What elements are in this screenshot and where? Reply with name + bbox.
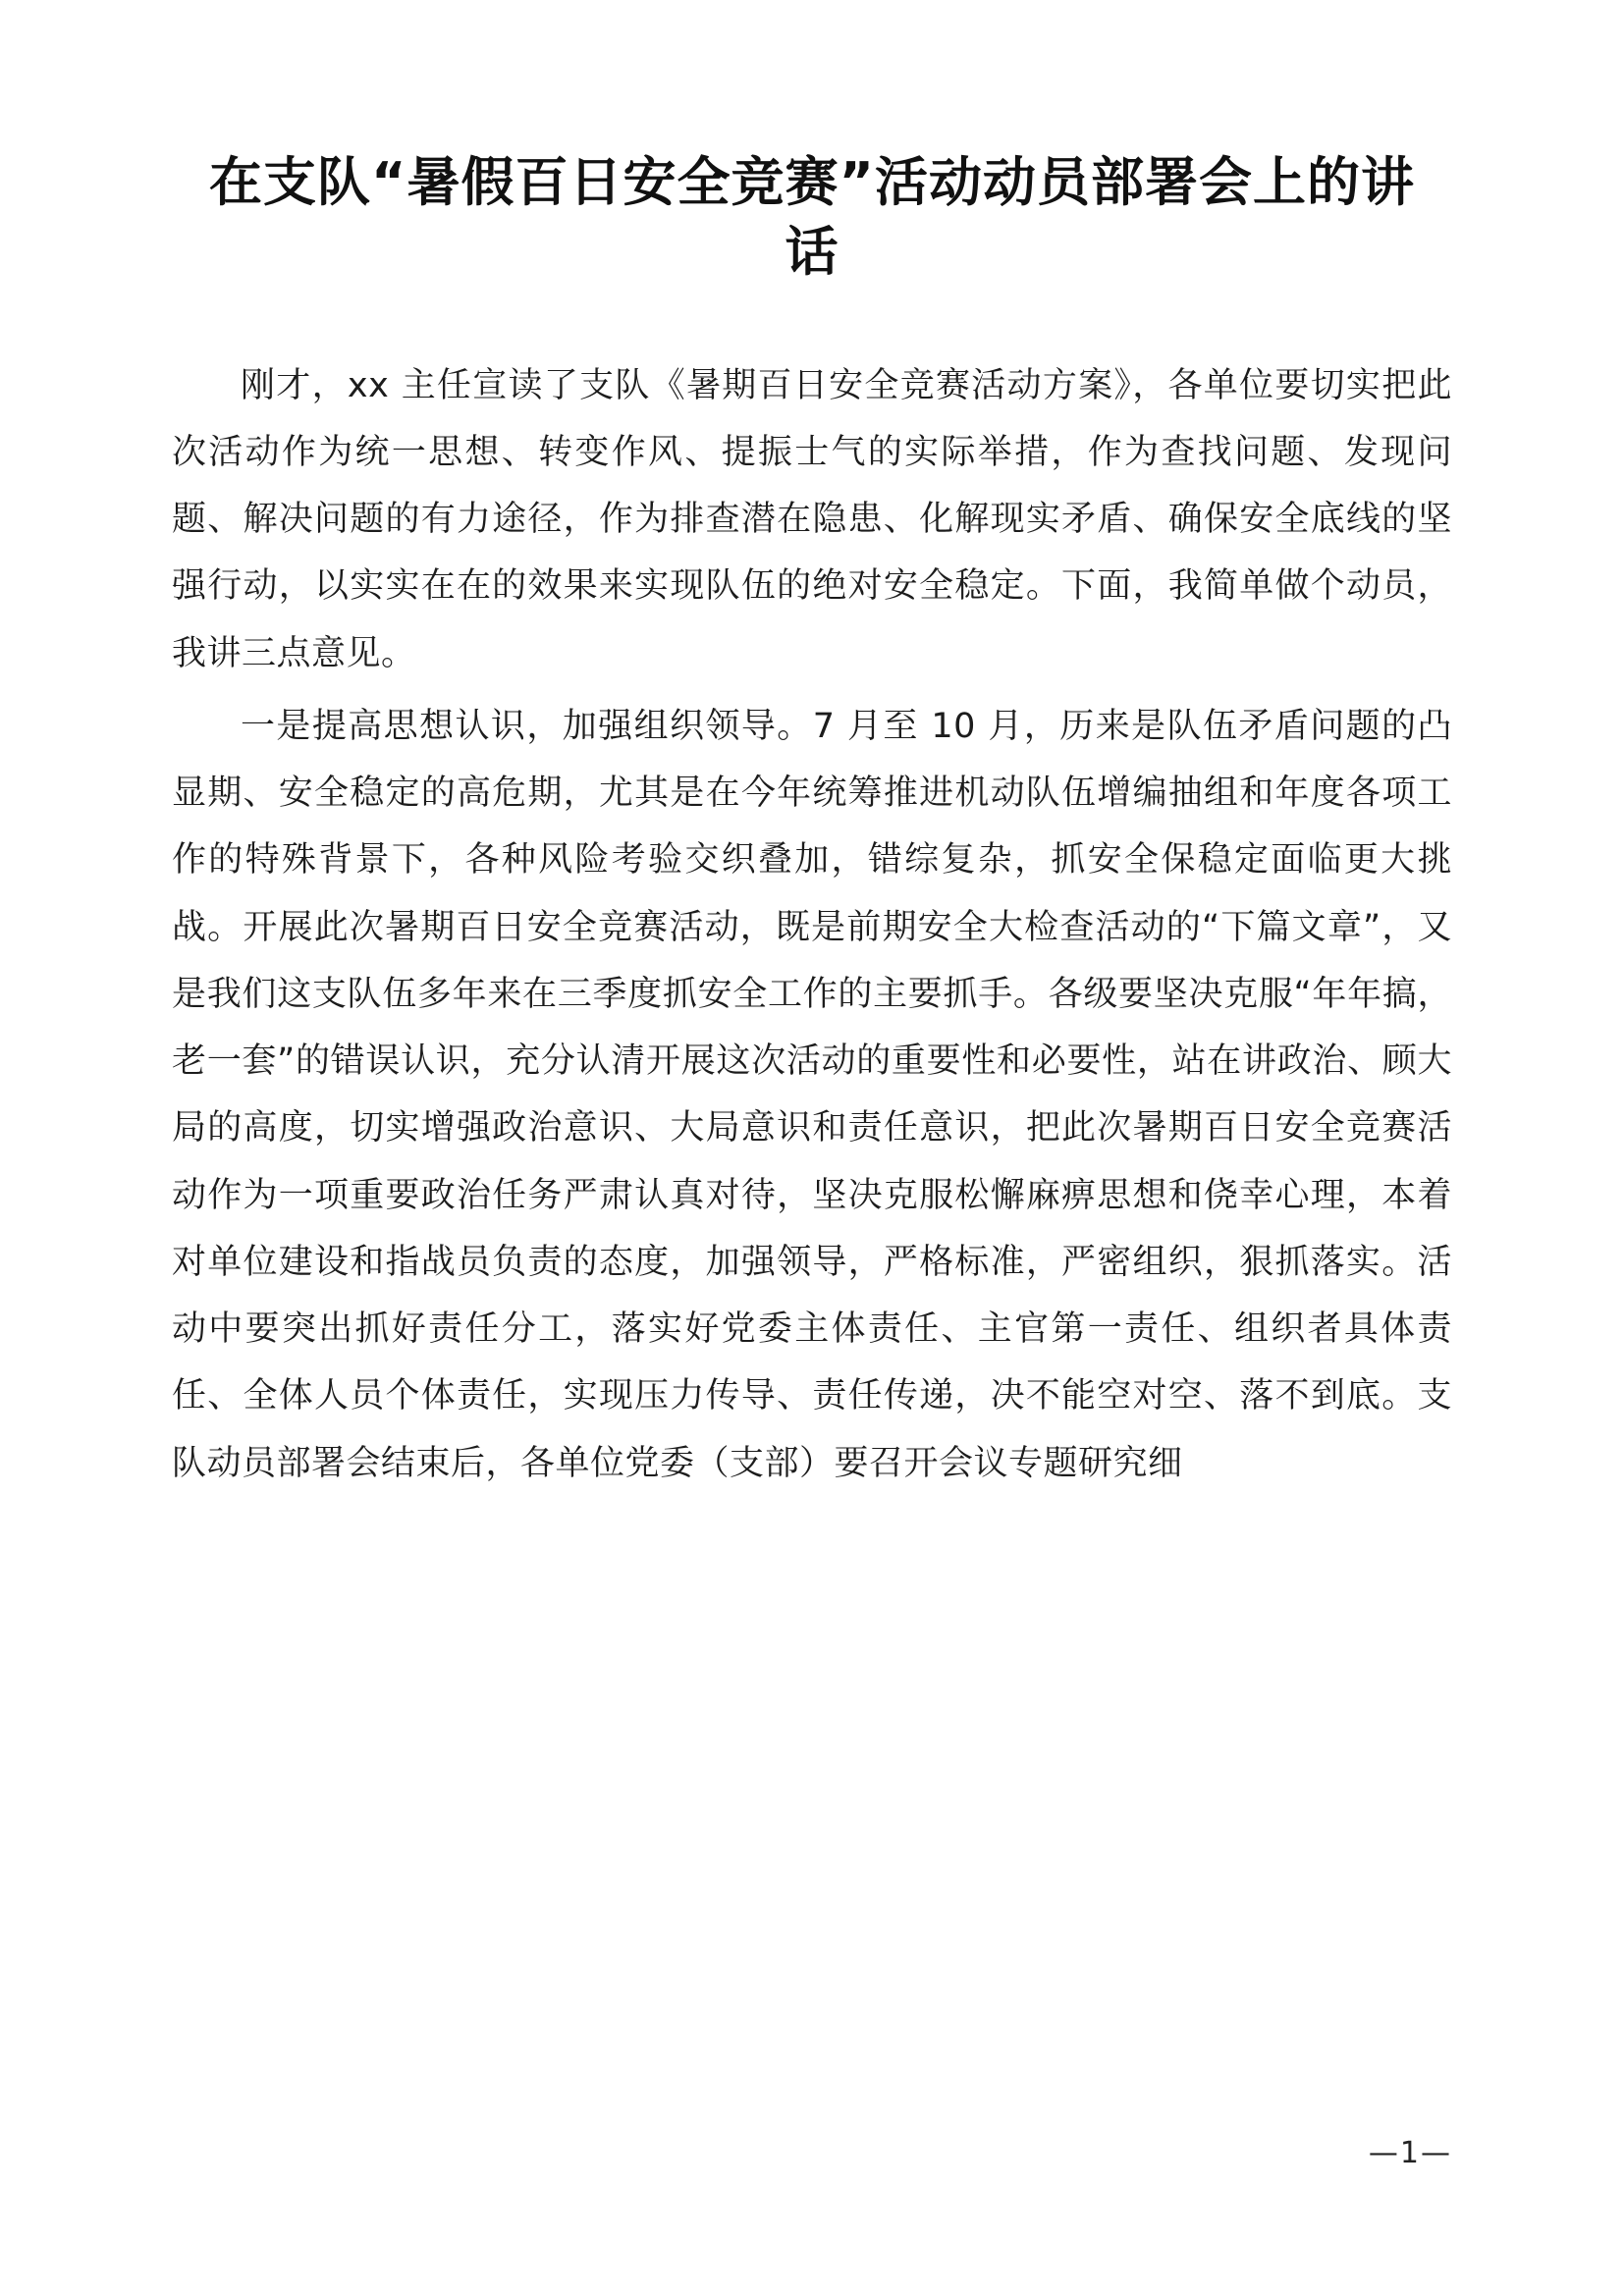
page-number: —1— [1368,2136,1452,2170]
paragraph-1: 刚才，xx 主任宣读了支队《暑期百日安全竞赛活动方案》，各单位要切实把此次活动作为统一思想、转变作风、提振士气的实际举措，作为查找问题、发现问题、解决问题的有力途径，作为排查潜在隐患、化解现实矛盾、确保安全底线的坚强行动，以实实在在的效果来实现队伍的绝对安全稳定。下面，我简单做个动员，我讲三点意见。 [172,365,1452,673]
paragraph-2: 一是提高思想认识，加强组织领导。7 月至 10 月，历来是队伍矛盾问题的凸显期、安全稳定的高危期，尤其是在今年统筹推进机动队伍增编抽组和年度各项工作的特殊背景下，各种风险考验交织叠加，错综复杂，抓安全保稳定面临更大挑战。开展此次暑期百日安全竞赛活动，既是前期安全大检查活动的“下篇文章”，又是我们这支队伍多年来在三季度抓安全工作的主要抓手。各级要坚决克服“年年搞，老一套”的错误认识，充分认清开展这次活动的重要性和必要性，站在讲政治、顾大局的高度，切实增强政治意识、大局意识和责任意识，把此次暑期百日安全竞赛活动作为一项重要政治任务严肃认真对待，坚决克服松懈麻痹思想和侥幸心理，本着对单位建设和指战员负责的态度，加强领导，严格标准，严密组织，狠抓落实。活动中要突出抓好责任分工，落实好党委主体责任、主官第一责任、组织者具体责任、全体人员个体责任，实现压力传导、责任传递，决不能空对空、落不到底。支队动员部署会结束后，各单位党委（支部）要召开会议专题研究细 [172,706,1452,1483]
page-title: 在支队“暑假百日安全竞赛”活动动员部署会上的讲话 [209,151,1415,284]
